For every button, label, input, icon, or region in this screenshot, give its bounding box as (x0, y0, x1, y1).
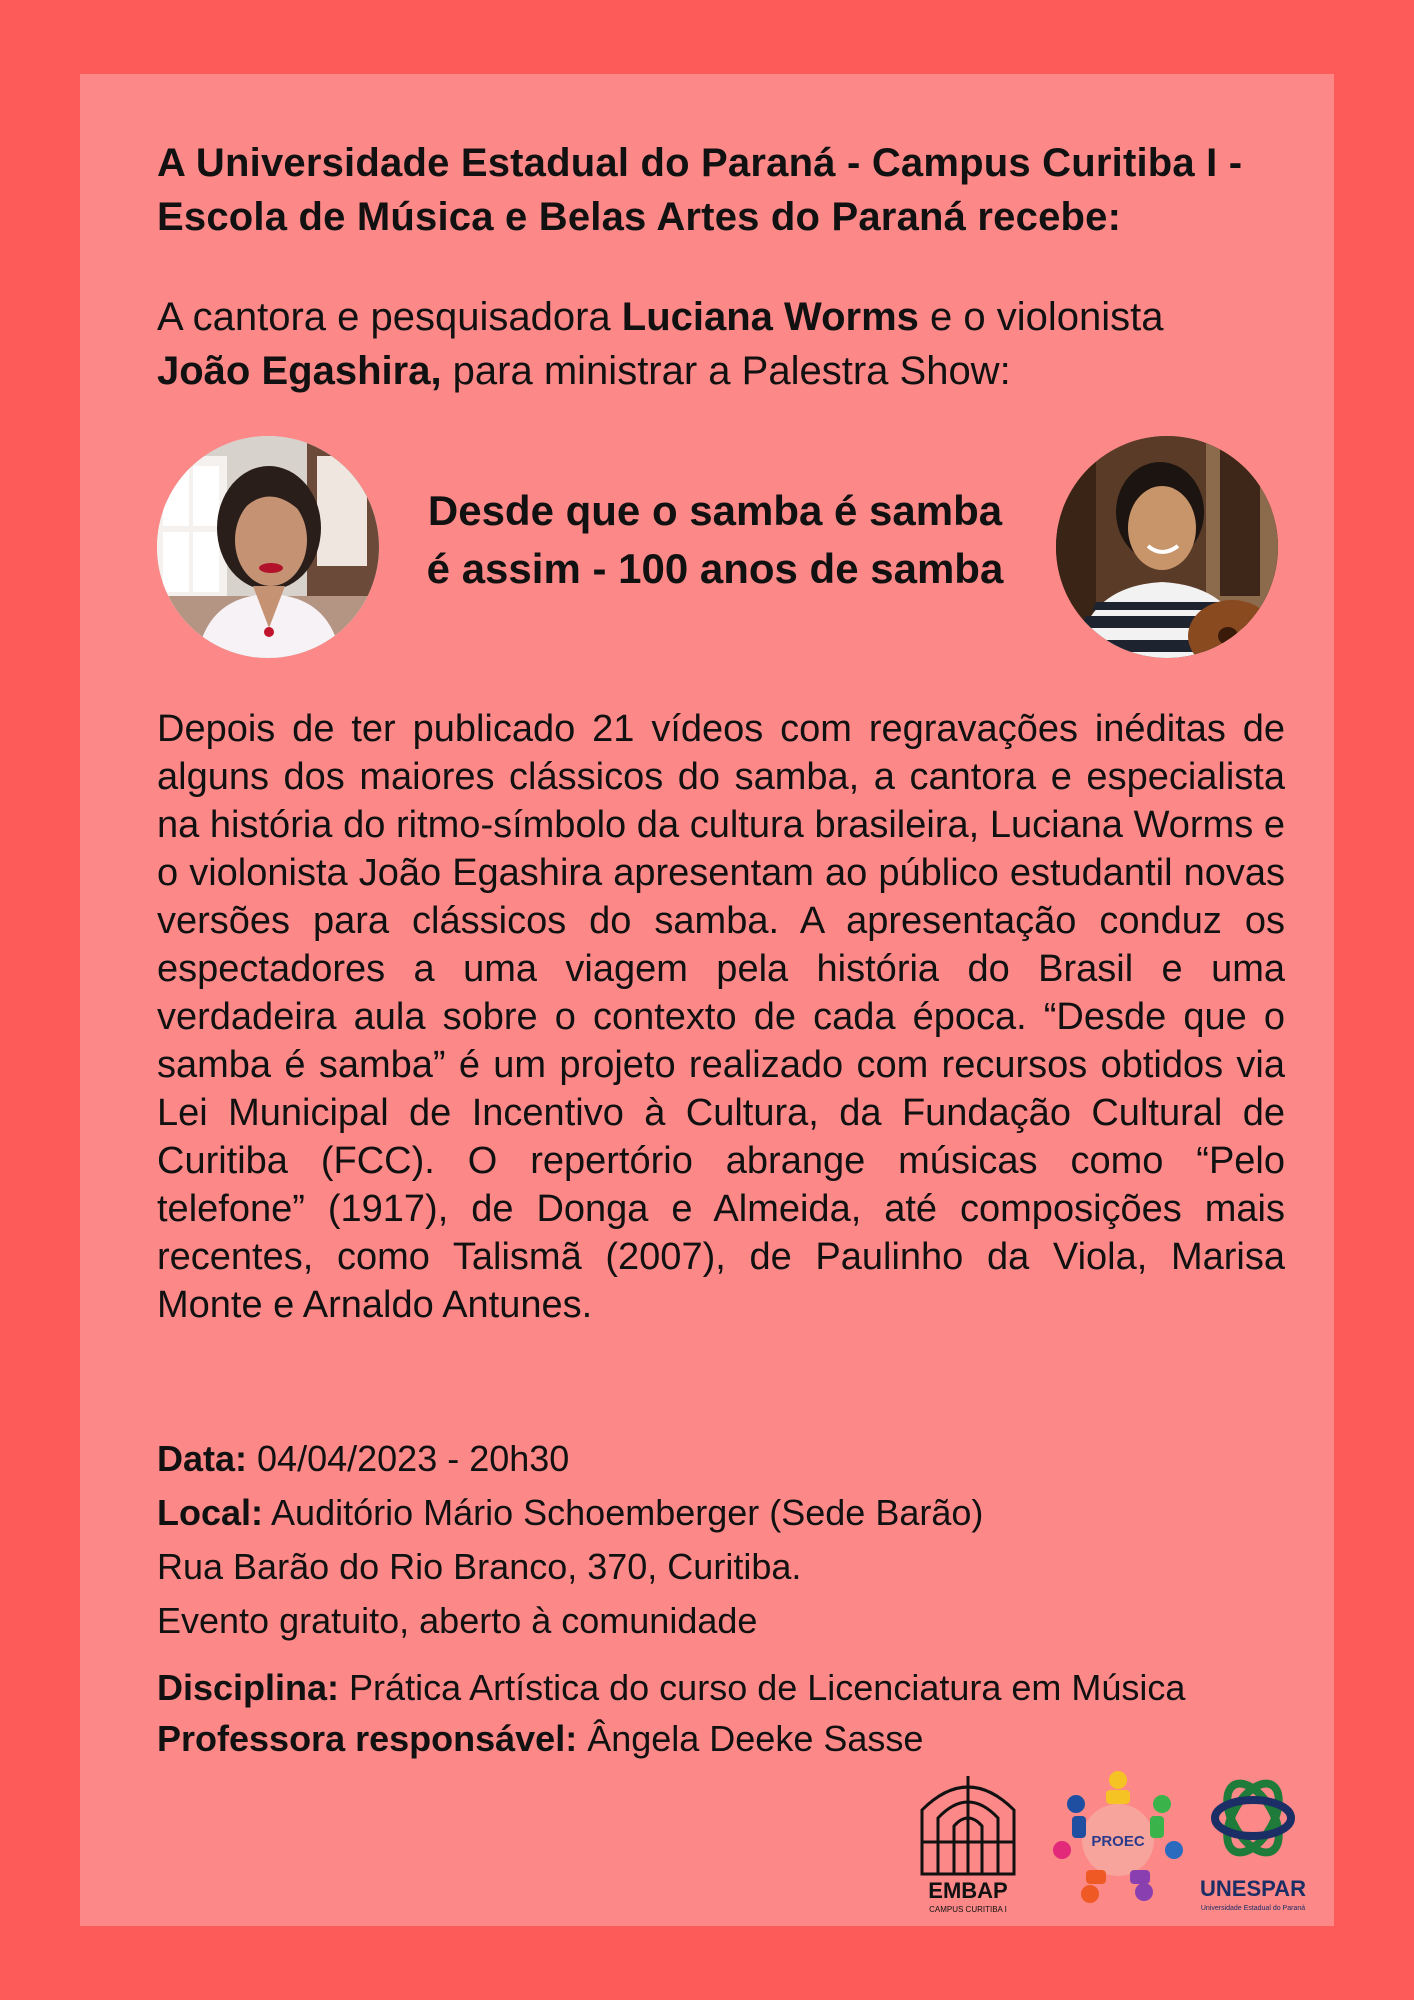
embap-logo (922, 1776, 1014, 1874)
guitarist-photo (1056, 436, 1278, 658)
free-event-row: Evento gratuito, aberto à comunidade (157, 1600, 758, 1641)
place-row (157, 1486, 1337, 1540)
intro-paragraph (157, 290, 1297, 398)
show-title (380, 482, 1050, 598)
show-title-line-1: Desde que o samba é samba (427, 487, 1003, 534)
intro-line-1 (157, 290, 1297, 344)
intro-text: para ministrar a Palestra Show: (441, 349, 1011, 393)
singer-photo (157, 436, 379, 658)
intro-line-2 (157, 344, 1297, 398)
place-value: Auditório Mário Schoemberger (Sede Barão) (263, 1492, 984, 1533)
date-value: 04/04/2023 - 20h30 (247, 1438, 570, 1479)
address-row: Rua Barão do Rio Branco, 370, Curitiba. (157, 1546, 802, 1587)
course-info (157, 1662, 1337, 1764)
event-info (157, 1432, 1337, 1648)
date-row (157, 1432, 1337, 1486)
show-title-line-2: é assim - 100 anos de samba (426, 545, 1004, 592)
heading-line-2: Escola de Música e Belas Artes do Paraná recebe: (157, 195, 1122, 239)
singer-name: Luciana Worms (621, 295, 919, 339)
date-label: Data: (157, 1438, 248, 1479)
unespar-logo-subtext: Universidade Estadual do Paraná (1200, 1905, 1306, 1912)
partner-logos (918, 1770, 1318, 1916)
poster-heading (157, 136, 1297, 244)
professor-value: Ângela Deeke Sasse (577, 1718, 924, 1759)
guitarist-name: João Egashira, (157, 349, 442, 393)
embap-logo-text: EMBAP (928, 1878, 1008, 1903)
intro-text: e o violonista (918, 295, 1164, 339)
discipline-value: Prática Artística do curso de Licenciatura em Música (339, 1667, 1186, 1708)
unespar-logo (1215, 1775, 1291, 1861)
event-description: Depois de ter publicado 21 vídeos com regravações inéditas de alguns dos maiores clássicos do samba, a cantora e especialista na história do ritmo-símbolo da cultura brasileira, Luciana Worms e o violonista João Egashira apresentam ao público estudantil novas versões para clássicos do samba. A apresentação conduz os espectadores a uma viagem pela história do Brasil e uma verdadeira aula sobre o contexto de cada época. “Desde que o samba é samba” é um projeto realizado com recursos obtidos via Lei Municipal de Incentivo à Cultura, da Fundação Cultural de Curitiba (FCC). O repertório abrange músicas como “Pelo telefone” (1917), de Donga e Almeida, até composições mais recentes, como Talismã (2007), de Paulinho da Viola, Marisa Monte e Arnaldo Antunes. (157, 708, 1285, 1326)
discipline-row (157, 1662, 1337, 1713)
embap-logo-subtext: CAMPUS CURITIBA I (929, 1905, 1007, 1914)
professor-label: Professora responsável: (157, 1718, 578, 1759)
unespar-logo-text: UNESPAR (1200, 1876, 1306, 1901)
place-label: Local: (157, 1492, 264, 1533)
discipline-label: Disciplina: (157, 1667, 340, 1708)
intro-text: A cantora e pesquisadora (157, 295, 622, 339)
proec-logo-text: PROEC (1091, 1833, 1145, 1850)
professor-row (157, 1713, 1337, 1764)
heading-line-1: A Universidade Estadual do Paraná - Campus Curitiba I - (157, 141, 1243, 185)
